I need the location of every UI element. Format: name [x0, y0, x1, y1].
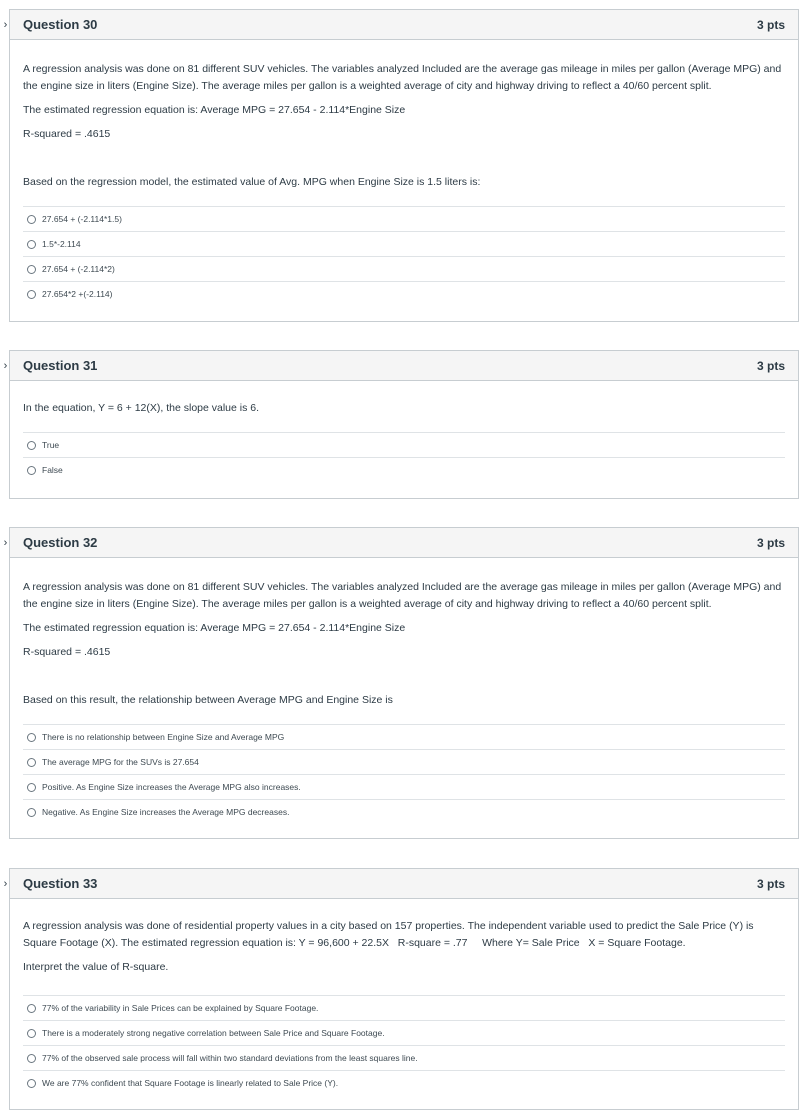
- flag-question-icon[interactable]: ›: [3, 360, 8, 372]
- question-prompt: In the equation, Y = 6 + 12(X), the slope value is 6.: [23, 402, 260, 414]
- answer-label: True: [42, 440, 60, 450]
- answer-option[interactable]: [23, 995, 785, 1020]
- question-points: 3 pts: [756, 876, 785, 891]
- question-text: A regression analysis was done on 81 different SUV vehicles. The variables analyzed Included are the average gas mileage in miles per gallon (Average MPG) and the engine size in liters (Engine Size). The average miles per gallon is a weighted average of city and highway driving to reflect a 40/60 percent split.: [23, 581, 782, 610]
- answer-label: 1.5*-2.114: [42, 239, 81, 249]
- radio-button[interactable]: [27, 290, 36, 299]
- radio-button[interactable]: [27, 1029, 36, 1038]
- question-title: Question 31: [23, 358, 98, 373]
- answer-label: There is no relationship between Engine Size and Average MPG: [42, 732, 285, 742]
- question-title: Question 30: [23, 17, 98, 32]
- question-prompt: Based on this result, the relationship between Average MPG and Engine Size is: [23, 694, 393, 706]
- radio-button[interactable]: [27, 1054, 36, 1063]
- flag-question-icon[interactable]: ›: [3, 19, 8, 31]
- question-title: Question 32: [23, 535, 98, 550]
- answer-option[interactable]: [23, 1070, 785, 1095]
- answer-option[interactable]: [23, 774, 785, 799]
- answer-option[interactable]: [23, 1045, 785, 1070]
- flag-question-icon[interactable]: ›: [3, 878, 8, 890]
- question-text: R-squared = .4615: [23, 646, 111, 658]
- question-prompt: Interpret the value of R-square.: [23, 961, 169, 973]
- radio-button[interactable]: [27, 758, 36, 767]
- answer-option[interactable]: [23, 457, 785, 482]
- question-prompt: Based on the regression model, the estimated value of Avg. MPG when Engine Size is 1.5 liters is:: [23, 176, 481, 188]
- radio-button[interactable]: [27, 466, 36, 475]
- answer-label: We are 77% confident that Square Footage is linearly related to Sale Price (Y).: [42, 1078, 339, 1088]
- answer-option[interactable]: [23, 749, 785, 774]
- answer-label: 77% of the observed sale process will fall within two standard deviations from the least squares line.: [42, 1053, 418, 1063]
- question-text: The estimated regression equation is: Average MPG = 27.654 - 2.114*Engine Size: [23, 622, 406, 634]
- answer-option[interactable]: [23, 281, 785, 306]
- answer-label: 27.654*2 +(-2.114): [42, 289, 113, 299]
- question-text: The estimated regression equation is: Average MPG = 27.654 - 2.114*Engine Size: [23, 104, 406, 116]
- answer-label: False: [42, 465, 63, 475]
- answer-option[interactable]: [23, 256, 785, 281]
- radio-button[interactable]: [27, 783, 36, 792]
- question-header: [10, 528, 798, 558]
- question-text: R-squared = .4615: [23, 128, 111, 140]
- radio-button[interactable]: [27, 240, 36, 249]
- answer-label: 77% of the variability in Sale Prices can be explained by Square Footage.: [42, 1003, 319, 1013]
- radio-button[interactable]: [27, 808, 36, 817]
- answer-label: Positive. As Engine Size increases the Average MPG also increases.: [42, 782, 301, 792]
- radio-button[interactable]: [27, 265, 36, 274]
- question-points: 3 pts: [756, 17, 785, 32]
- answer-label: The average MPG for the SUVs is 27.654: [42, 757, 199, 767]
- question-card: [3, 527, 799, 839]
- question-card: [3, 9, 799, 322]
- answer-label: Negative. As Engine Size increases the Average MPG decreases.: [42, 807, 290, 817]
- radio-button[interactable]: [27, 1004, 36, 1013]
- question-text: A regression analysis was done on 81 different SUV vehicles. The variables analyzed Included are the average gas mileage in miles per gallon (Average MPG) and the engine size in liters (Engine Size). The average miles per gallon is a weighted average of city and highway driving to reflect a 40/60 percent split.: [23, 63, 782, 92]
- radio-button[interactable]: [27, 733, 36, 742]
- radio-button[interactable]: [27, 441, 36, 450]
- radio-button[interactable]: [27, 1079, 36, 1088]
- question-header: [10, 10, 798, 40]
- answer-option[interactable]: [23, 1020, 785, 1045]
- answer-option[interactable]: [23, 799, 785, 824]
- answer-option[interactable]: [23, 724, 785, 749]
- question-points: 3 pts: [756, 358, 785, 373]
- question-header: [10, 351, 798, 381]
- answer-option[interactable]: [23, 231, 785, 256]
- radio-button[interactable]: [27, 215, 36, 224]
- question-title: Question 33: [23, 876, 98, 891]
- question-header: [10, 869, 798, 899]
- question-card: [3, 350, 799, 499]
- question-text: A regression analysis was done of residential property values in a city based on 157 properties. The independent variable used to predict the Sale Price (Y) is Square Footage (X). The estimated regression equation is: Y = 96,600 + 22.5X R-square = .77 Where Y= Sale Price X = Square Footage.: [23, 920, 757, 949]
- answer-label: 27.654 + (-2.114*2): [42, 264, 115, 274]
- flag-question-icon[interactable]: ›: [3, 537, 8, 549]
- question-points: 3 pts: [756, 535, 785, 550]
- answer-label: There is a moderately strong negative correlation between Sale Price and Square Footage.: [42, 1028, 385, 1038]
- answer-label: 27.654 + (-2.114*1.5): [42, 214, 122, 224]
- answer-option[interactable]: [23, 206, 785, 231]
- answer-option[interactable]: [23, 432, 785, 457]
- question-card: [3, 868, 799, 1110]
